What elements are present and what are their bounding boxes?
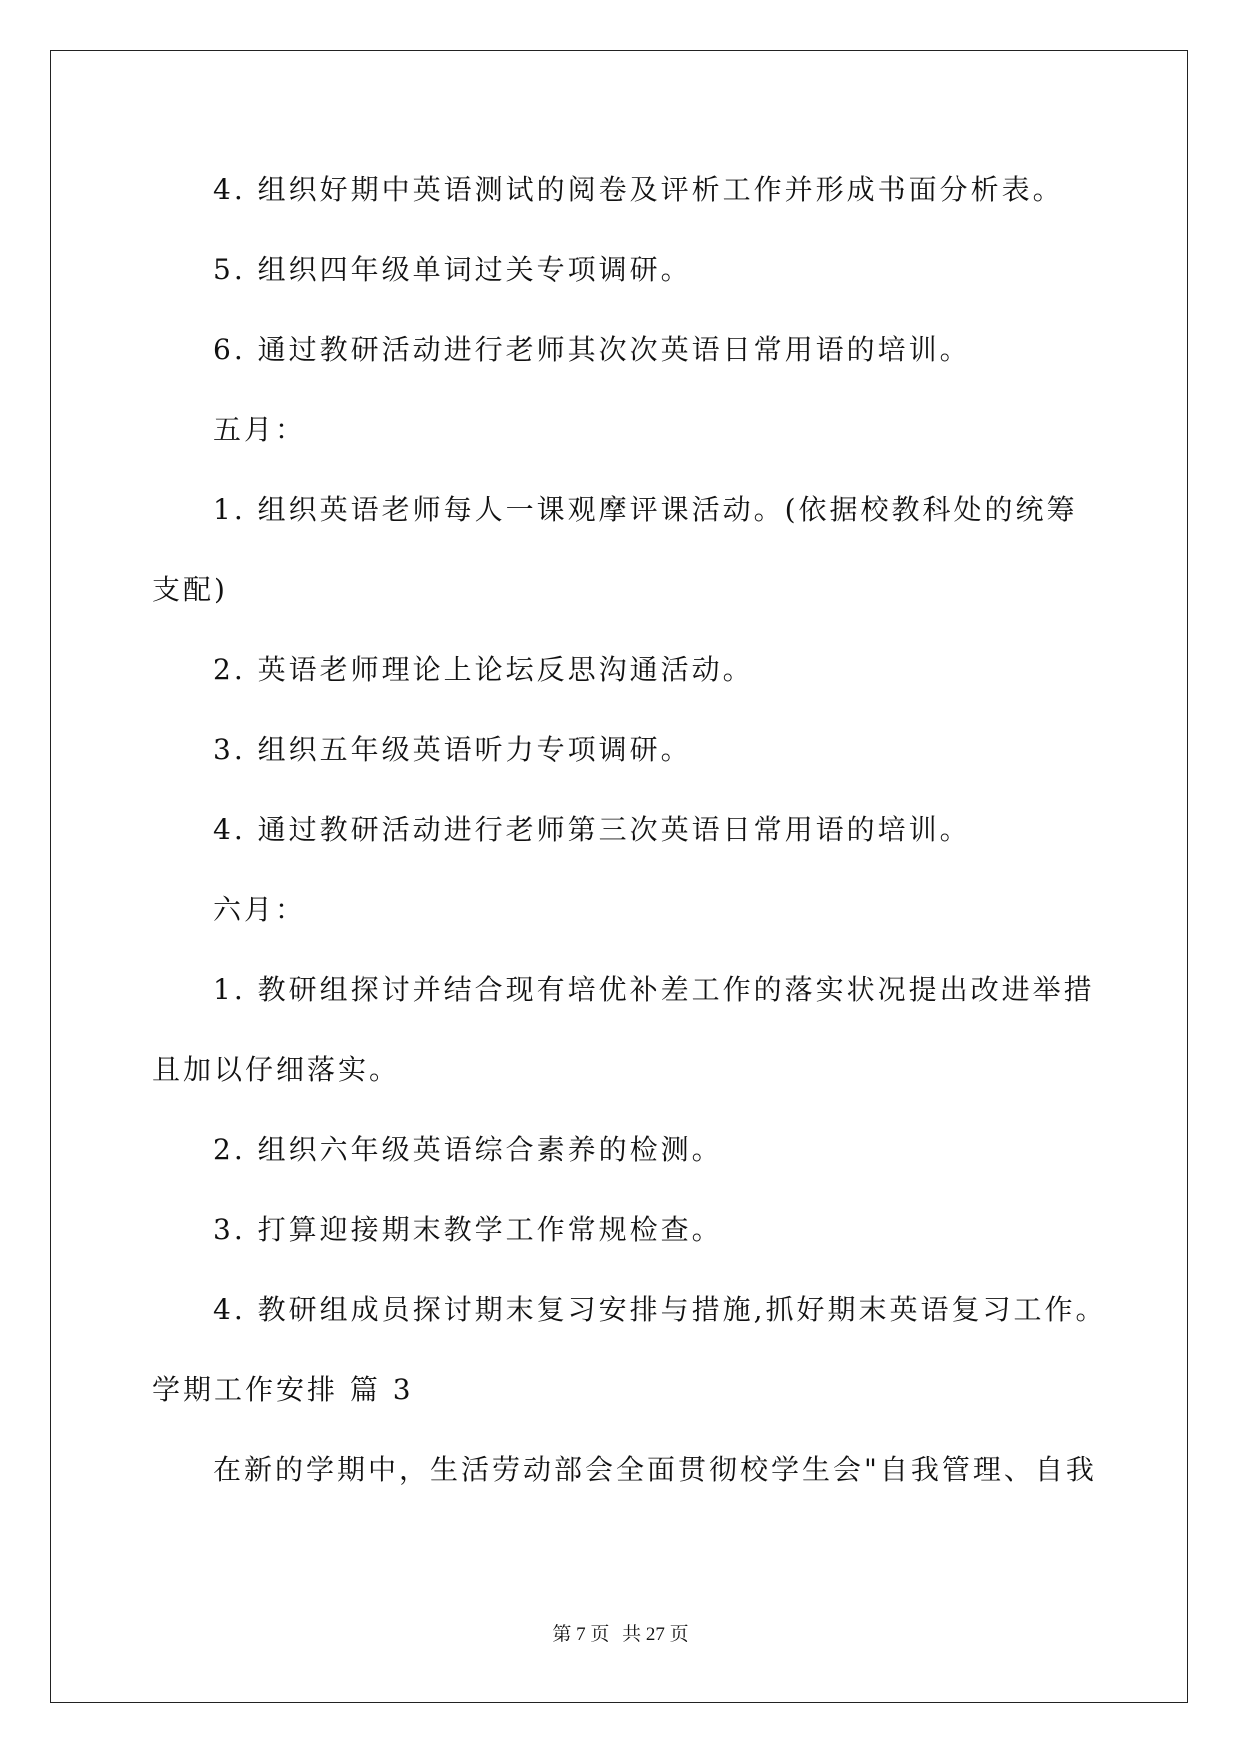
page-total: 共 27 页	[622, 1624, 689, 1645]
paragraph-line: 1. 组织英语老师每人一课观摩评课活动。(依据校教科处的统筹	[213, 493, 1078, 526]
page-footer	[0, 1619, 1241, 1646]
paragraph-line: 且加以仔细落实。	[152, 1053, 401, 1086]
section-heading-june: 六月：	[213, 893, 307, 926]
paragraph-line: 4. 教研组成员探讨期末复习安排与措施,抓好期末英语复习工作。	[213, 1293, 1107, 1326]
paragraph-line: 3. 组织五年级英语听力专项调研。	[213, 733, 692, 766]
paragraph-line: 1. 教研组探讨并结合现有培优补差工作的落实状况提出改进举措	[213, 973, 1095, 1006]
paragraph-line: 4. 通过教研活动进行老师第三次英语日常用语的培训。	[213, 813, 971, 846]
paragraph-line: 6. 通过教研活动进行老师其次次英语日常用语的培训。	[213, 333, 971, 366]
paragraph-line: 支配)	[152, 573, 228, 606]
paragraph-line: 5. 组织四年级单词过关专项调研。	[213, 253, 692, 286]
page-number: 第 7 页	[552, 1624, 610, 1645]
paragraph-line: 2. 组织六年级英语综合素养的检测。	[213, 1133, 723, 1166]
paragraph-line: 在新的学期中，生活劳动部会全面贯彻校学生会"自我管理、自我	[213, 1453, 1097, 1486]
paragraph-line: 4. 组织好期中英语测试的阅卷及评析工作并形成书面分析表。	[213, 173, 1064, 206]
section-title: 学期工作安排 篇 3	[152, 1373, 414, 1406]
paragraph-line: 3. 打算迎接期末教学工作常规检查。	[213, 1213, 723, 1246]
paragraph-line: 2. 英语老师理论上论坛反思沟通活动。	[213, 653, 754, 686]
section-heading-may: 五月：	[213, 413, 307, 446]
